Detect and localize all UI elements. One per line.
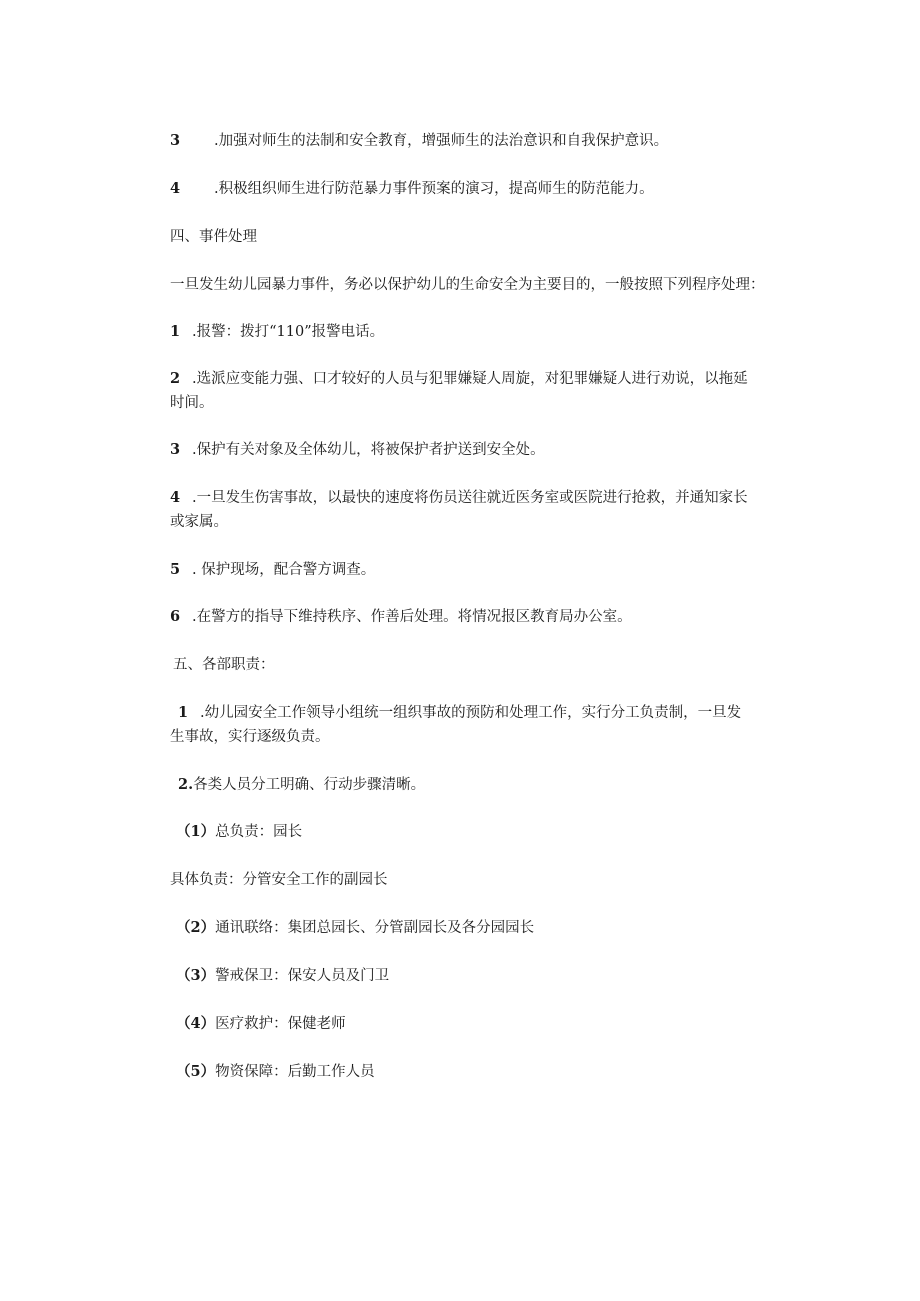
item-number: 1	[178, 704, 189, 721]
item-text: .幼儿园安全工作领导小组统一组织事故的预防和处理工作，实行分工负责制，一旦发	[200, 705, 742, 721]
item-number: （2）	[176, 919, 216, 936]
procedure-item-6	[170, 607, 632, 627]
role-supplies	[176, 1062, 375, 1082]
item-text: 物资保障：后勤工作人员	[215, 1064, 375, 1080]
item-text: . 保护现场，配合警方调查。	[192, 562, 376, 578]
item-text: 医疗救护：保健老师	[215, 1016, 346, 1032]
item-text: .积极组织师生进行防范暴力事件预案的演习，提高师生的防范能力。	[214, 181, 654, 197]
item-text: .报警：拨打“110”报警电话。	[192, 324, 385, 340]
item-text: 各类人员分工明确、行动步骤清晰。	[193, 777, 426, 793]
item-number: （1）	[176, 823, 216, 840]
item-number: 6	[170, 608, 181, 625]
role-security	[176, 966, 389, 986]
procedure-item-2-continuation: 时间。	[170, 395, 214, 411]
section-4-intro: 一旦发生幼儿园暴力事件，务必以保护幼儿的生命安全为主要目的，一般按照下列程序处理：	[170, 277, 765, 293]
item-number: 2	[170, 370, 181, 387]
duty-item-2	[178, 775, 425, 795]
prevention-item-3	[170, 131, 668, 151]
procedure-item-1	[170, 322, 384, 342]
procedure-item-3	[170, 440, 545, 460]
section-heading-5: 五、各部职责：	[173, 657, 275, 673]
item-text: .一旦发生伤害事故，以最快的速度将伤员送往就近医务室或医院进行抢救，并通知家长	[192, 490, 748, 506]
item-number: 5	[170, 561, 181, 578]
procedure-item-2	[170, 369, 748, 389]
item-text: 通讯联络：集团总园长、分管副园长及各分园园长	[215, 920, 535, 936]
section-heading-4: 四、事件处理	[170, 229, 257, 245]
duty-item-1	[178, 703, 741, 723]
item-number: （3）	[176, 967, 216, 984]
item-text: .加强对师生的法制和安全教育，增强师生的法治意识和自我保护意识。	[214, 133, 669, 149]
item-number: 2.	[178, 776, 194, 793]
item-number: 4	[170, 489, 181, 506]
procedure-item-5	[170, 560, 375, 580]
prevention-item-4	[170, 179, 654, 199]
procedure-item-4-continuation: 或家属。	[170, 514, 228, 530]
item-number: 3	[170, 441, 181, 458]
item-text: 警戒保卫：保安人员及门卫	[215, 968, 390, 984]
role-chief	[176, 822, 302, 842]
item-number: （5）	[176, 1063, 216, 1080]
item-number: 4	[170, 180, 181, 197]
item-text: 总负责：园长	[215, 824, 303, 840]
item-text: .保护有关对象及全体幼儿，将被保护者护送到安全处。	[192, 442, 545, 458]
duty-item-1-continuation: 生事故，实行逐级负责。	[170, 729, 330, 745]
role-medical	[176, 1014, 346, 1034]
item-text: .在警方的指导下维持秩序、作善后处理。将情况报区教育局办公室。	[192, 609, 632, 625]
item-number: 1	[170, 323, 181, 340]
procedure-item-4	[170, 488, 748, 508]
role-communication	[176, 918, 534, 938]
item-number: 3	[170, 132, 181, 149]
item-number: （4）	[176, 1015, 216, 1032]
item-text: .选派应变能力强、口才较好的人员与犯罪嫌疑人周旋，对犯罪嫌疑人进行劝说，以拖延	[192, 371, 748, 387]
role-specific: 具体负责：分管安全工作的副园长	[170, 872, 388, 888]
